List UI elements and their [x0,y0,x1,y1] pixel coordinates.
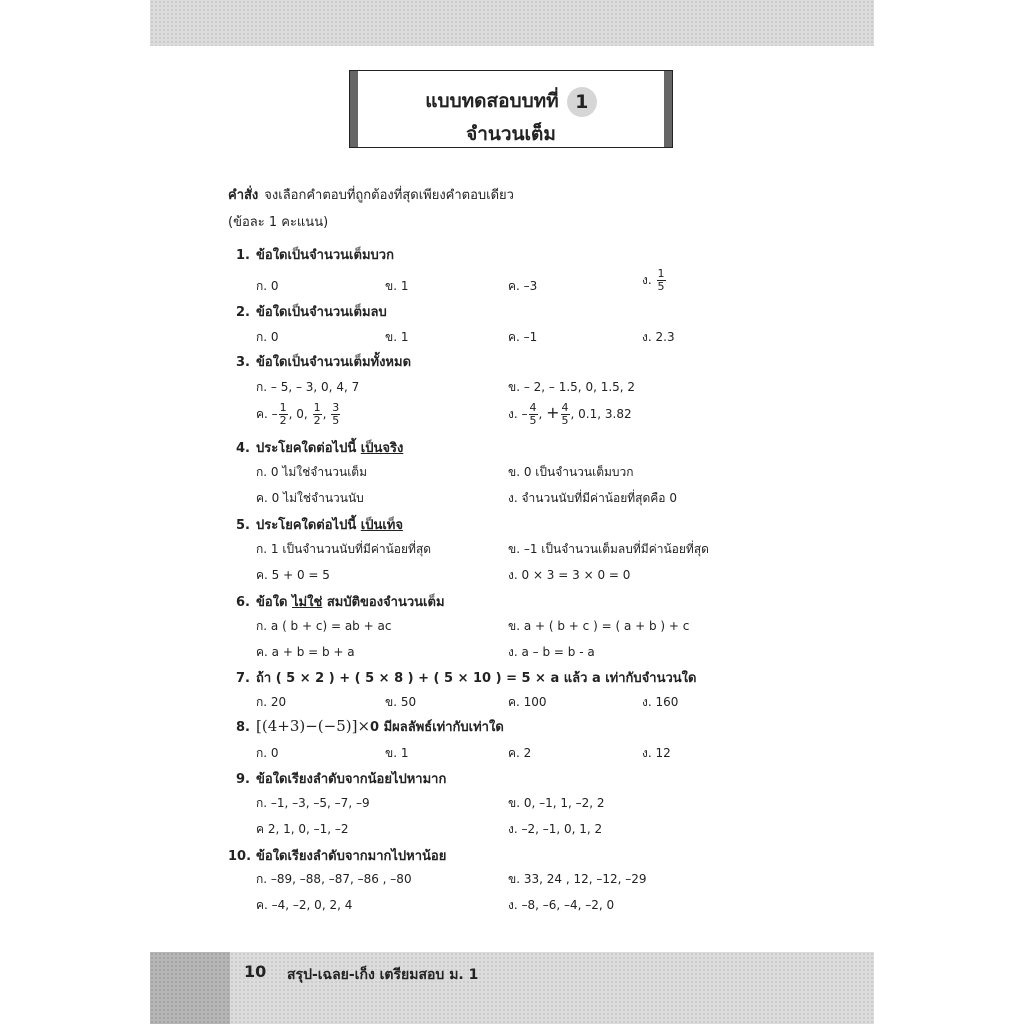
fraction-denominator: 5 [332,414,340,427]
q9-option-a[interactable]: ก. –1, –3, –5, –7, –9 [256,796,370,810]
q9-option-c[interactable]: ค 2, 1, 0, –1, –2 [256,822,349,836]
instruction [228,184,514,205]
fraction [529,402,538,427]
fraction-numerator: 3 [332,401,340,414]
question-number: 5. [236,518,250,533]
q7-option-b[interactable]: ข. 50 [385,695,417,709]
chapter-number-badge: 1 [567,87,597,117]
q6-option-a[interactable]: ก. a ( b + c) = ab + ac [256,619,392,633]
book-title: สรุป-เฉลย-เก็ง เตรียมสอบ ม. 1 [287,967,479,983]
q9-option-b[interactable]: ข. 0, –1, 1, –2, 2 [508,796,605,810]
q6-option-b[interactable]: ข. a + ( b + c ) = ( a + b ) + c [508,619,690,633]
top-decor-band [150,0,874,46]
chapter-heading [350,86,672,117]
fraction [279,402,288,427]
question-emphasis: ไม่ใช่ [292,595,323,610]
option-tail-text: , 0.1, 3.82 [570,407,632,421]
instruction-text: จงเลือกคำตอบที่ถูกต้องที่สุดเพียงคำตอบเดียว [264,188,514,203]
fraction-denominator: 5 [561,414,569,427]
fraction-denominator: 5 [657,280,665,293]
footer-band [230,952,874,1024]
chapter-heading-text: แบบทดสอบบทที่ [425,90,559,112]
q5-option-c[interactable]: ค. 5 + 0 = 5 [256,568,330,582]
instruction-label: คำสั่ง [228,188,259,203]
plus-sign: + [546,403,560,422]
chapter-subtitle: จำนวนเต็ม [466,123,556,145]
fraction-numerator: 4 [561,401,569,414]
fraction-numerator: 1 [657,267,665,280]
q8-option-d[interactable]: ง. 12 [642,746,671,760]
score-note: (ข้อละ 1 คะแนน) [228,215,329,230]
q3-option-c[interactable]: ค. – $\frac{1}{2}$ , 0, $\frac{1}{2}$ , $\frac{3}{5}$ [256,401,340,427]
q5-option-a[interactable]: ก. 1 เป็นจำนวนนับที่มีค่าน้อยที่สุด [256,542,432,556]
q5-option-d[interactable]: ง. 0 × 3 = 3 × 0 = 0 [508,568,631,582]
fraction [331,402,340,427]
math-expression: [(4+3)−(−5)]× [256,717,371,735]
q3-option-b[interactable]: ข. – 2, – 1.5, 0, 1.5, 2 [508,380,636,394]
q2-option-b[interactable]: ข. 1 [385,330,409,344]
q10-option-c[interactable]: ค. –4, –2, 0, 2, 4 [256,898,353,912]
q2-option-a[interactable]: ก. 0 [256,330,279,344]
question-2 [228,301,387,322]
option-prefix: ง. – [508,407,528,421]
question-text: ข้อใดเรียงลำดับจากมากไปหาน้อย [256,849,447,864]
question-number: 4. [236,441,250,456]
footer-dark-block [150,952,230,1024]
q8-option-b[interactable]: ข. 1 [385,746,409,760]
q10-option-b[interactable]: ข. 33, 24 , 12, –12, –29 [508,872,647,886]
option-prefix: ง. [642,273,652,287]
question-number: 1. [236,248,250,263]
question-text: ถ้า ( 5 × 2 ) + ( 5 × 8 ) + ( 5 × 10 ) = 5 × a แล้ว a เท่ากับจำนวนใด [256,671,697,686]
q8-option-c[interactable]: ค. 2 [508,746,532,760]
fraction [313,402,322,427]
question-text: ประโยคใดต่อไปนี้ [256,518,357,533]
q4-option-d[interactable]: ง. จำนวนนับที่มีค่าน้อยที่สุดคือ 0 [508,491,677,505]
question-number: 6. [236,595,250,610]
question-text-tail: สมบัติของจำนวนเต็ม [326,595,445,610]
q8-option-a[interactable]: ก. 0 [256,746,279,760]
question-7 [228,667,696,688]
question-5 [228,514,403,535]
fraction-numerator: 1 [279,401,287,414]
question-number: 3. [236,355,250,370]
question-number: 10. [228,849,252,864]
question-number: 2. [236,305,250,320]
question-10 [228,845,446,866]
q3-option-a[interactable]: ก. – 5, – 3, 0, 4, 7 [256,380,360,394]
question-6 [228,591,445,612]
question-number: 7. [236,671,250,686]
q2-option-c[interactable]: ค. –1 [508,330,538,344]
page-number: 10 [244,962,267,981]
question-number: 8. [236,720,250,735]
q10-option-d[interactable]: ง. –8, –6, –4, –2, 0 [508,898,615,912]
question-number: 9. [236,772,250,787]
q7-option-d[interactable]: ง. 160 [642,695,679,709]
q10-option-a[interactable]: ก. –89, –88, –87, –86 , –80 [256,872,412,886]
question-9 [228,768,446,789]
q1-option-b[interactable]: ข. 1 [385,279,409,293]
question-1 [228,244,394,265]
q5-option-b[interactable]: ข. –1 เป็นจำนวนเต็มลบที่มีค่าน้อยที่สุด [508,542,709,556]
q7-option-a[interactable]: ก. 20 [256,695,287,709]
chapter-title-box [349,70,673,148]
question-3 [228,351,411,372]
q6-option-c[interactable]: ค. a + b = b + a [256,645,355,659]
question-emphasis: เป็นจริง [360,441,404,456]
fraction-denominator: 2 [279,414,287,427]
question-text: ข้อใดเป็นจำนวนเต็มบวก [256,248,394,263]
option-mid-text: , 0, [288,407,308,421]
q3-option-d[interactable]: ง. – $\frac{4}{5}$ , + $\frac{4}{5}$ , 0.1, 3.82 [508,401,632,427]
q1-option-d[interactable] [642,268,667,293]
fraction-numerator: 4 [529,401,537,414]
fraction [561,402,570,427]
question-text: ข้อใดเป็นจำนวนเต็มทั้งหมด [256,355,412,370]
q4-option-b[interactable]: ข. 0 เป็นจำนวนเต็มบวก [508,465,634,479]
question-8 [228,716,504,737]
q9-option-d[interactable]: ง. –2, –1, 0, 1, 2 [508,822,603,836]
q2-option-d[interactable]: ง. 2.3 [642,330,675,344]
question-text: ข้อใดเป็นจำนวนเต็มลบ [256,305,387,320]
fraction-denominator: 5 [529,414,537,427]
question-text: ข้อใดเรียงลำดับจากน้อยไปหามาก [256,772,447,787]
fraction-denominator: 2 [313,414,321,427]
q4-option-a[interactable]: ก. 0 ไม่ใช่จำนวนเต็ม [256,465,368,479]
question-text: 0 มีผลลัพธ์เท่ากับเท่าใด [370,720,504,735]
question-text: ประโยคใดต่อไปนี้ [256,441,357,456]
question-4 [228,437,403,458]
q1-option-a[interactable]: ก. 0 [256,279,279,293]
q7-option-c[interactable]: ค. 100 [508,695,547,709]
q4-option-c[interactable]: ค. 0 ไม่ใช่จำนวนนับ [256,491,364,505]
question-emphasis: เป็นเท็จ [360,518,403,533]
q6-option-d[interactable]: ง. a – b = b - a [508,645,595,659]
option-prefix: ค. – [256,407,278,421]
fraction [657,268,666,293]
fraction-numerator: 1 [313,401,321,414]
q1-option-c[interactable]: ค. –3 [508,279,538,293]
question-text: ข้อใด [256,595,288,610]
